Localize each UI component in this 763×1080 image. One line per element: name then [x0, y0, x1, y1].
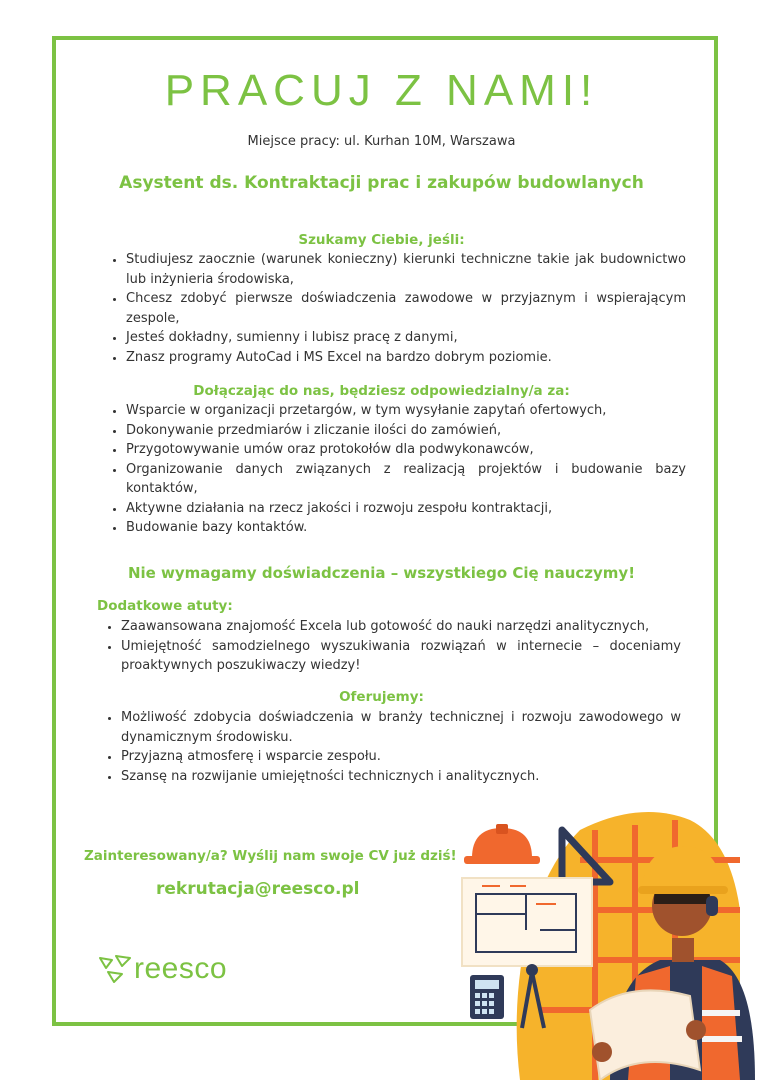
construction-worker-illustration — [440, 800, 763, 1080]
contact-email[interactable]: rekrutacja@reesco.pl — [156, 879, 360, 899]
hard-hat-icon — [464, 824, 540, 864]
list-item: • Aktywne działania na rzecz jakości i rozwoju zespołu kontraktacji, — [126, 499, 686, 519]
extras-list — [105, 617, 681, 676]
list-item: • Możliwość zdobycia doświadczenia w branży technicznej i rozwoju zawodowego w dynamicznym środowisku. — [121, 708, 681, 747]
offer-list — [105, 708, 681, 786]
list-item: • Jesteś dokładny, sumienny i lubisz pracę z danymi, — [126, 328, 686, 348]
list-item: • Wsparcie w organizacji przetargów, w tym wysyłanie zapytań ofertowych, — [126, 401, 686, 421]
list-item: • Znasz programy AutoCad i MS Excel na bardzo dobrym poziomie. — [126, 348, 686, 368]
list-item: • Umiejętność samodzielnego wyszukiwania rozwiązań w internecie – doceniamy proaktywnych poszukiwaczy wiedzy! — [121, 637, 681, 676]
call-to-action: Zainteresowany/a? Wyślij nam swoje CV już dziś! — [84, 848, 457, 864]
looking-list — [110, 250, 686, 367]
calculator-icon — [470, 975, 504, 1019]
list-item: • Studiujesz zaocznie (warunek konieczny) kierunki techniczne takie jak budownictwo lub inżynieria środowiska, — [126, 250, 686, 289]
list-item: • Chcesz zdobyć pierwsze doświadczenia zawodowe w przyjaznym i wspierającym zespole, — [126, 289, 686, 328]
no-experience-note: Nie wymagamy doświadczenia – wszystkiego Cię nauczymy! — [127, 564, 636, 582]
page-title: PRACUJ Z NAMI! — [164, 66, 599, 115]
company-logo — [76, 938, 270, 1016]
duties-heading: Dołączając do nas, będziesz odpowiedzialny/a za: — [193, 383, 570, 399]
job-position: Asystent ds. Kontraktacji prac i zakupów budowlanych — [119, 173, 644, 193]
looking-heading: Szukamy Ciebie, jeśli: — [298, 232, 465, 248]
list-item: • Organizowanie danych związanych z realizacją projektów i budowanie bazy kontaktów, — [126, 460, 686, 499]
blueprint-icon — [462, 878, 592, 966]
list-item: • Dokonywanie przedmiarów i zliczanie ilości do zamówień, — [126, 421, 686, 441]
list-item: • Przygotowywanie umów oraz protokołów dla podwykonawców, — [126, 440, 686, 460]
list-item: • Zaawansowana znajomość Excela lub gotowość do nauki narzędzi analitycznych, — [121, 617, 681, 637]
job-location: Miejsce pracy: ul. Kurhan 10M, Warszawa — [247, 134, 516, 149]
logo-wordmark: reesco — [134, 952, 228, 985]
list-item: • Budowanie bazy kontaktów. — [126, 518, 686, 538]
list-item: • Przyjazną atmosferę i wsparcie zespołu. — [121, 747, 681, 767]
logo-leaf-icon — [98, 954, 134, 986]
extras-heading: Dodatkowe atuty: — [97, 598, 233, 614]
offer-heading: Oferujemy: — [339, 689, 424, 705]
list-item: • Szansę na rozwijanie umiejętności technicznych i analitycznych. — [121, 767, 681, 787]
duties-list — [110, 401, 686, 538]
